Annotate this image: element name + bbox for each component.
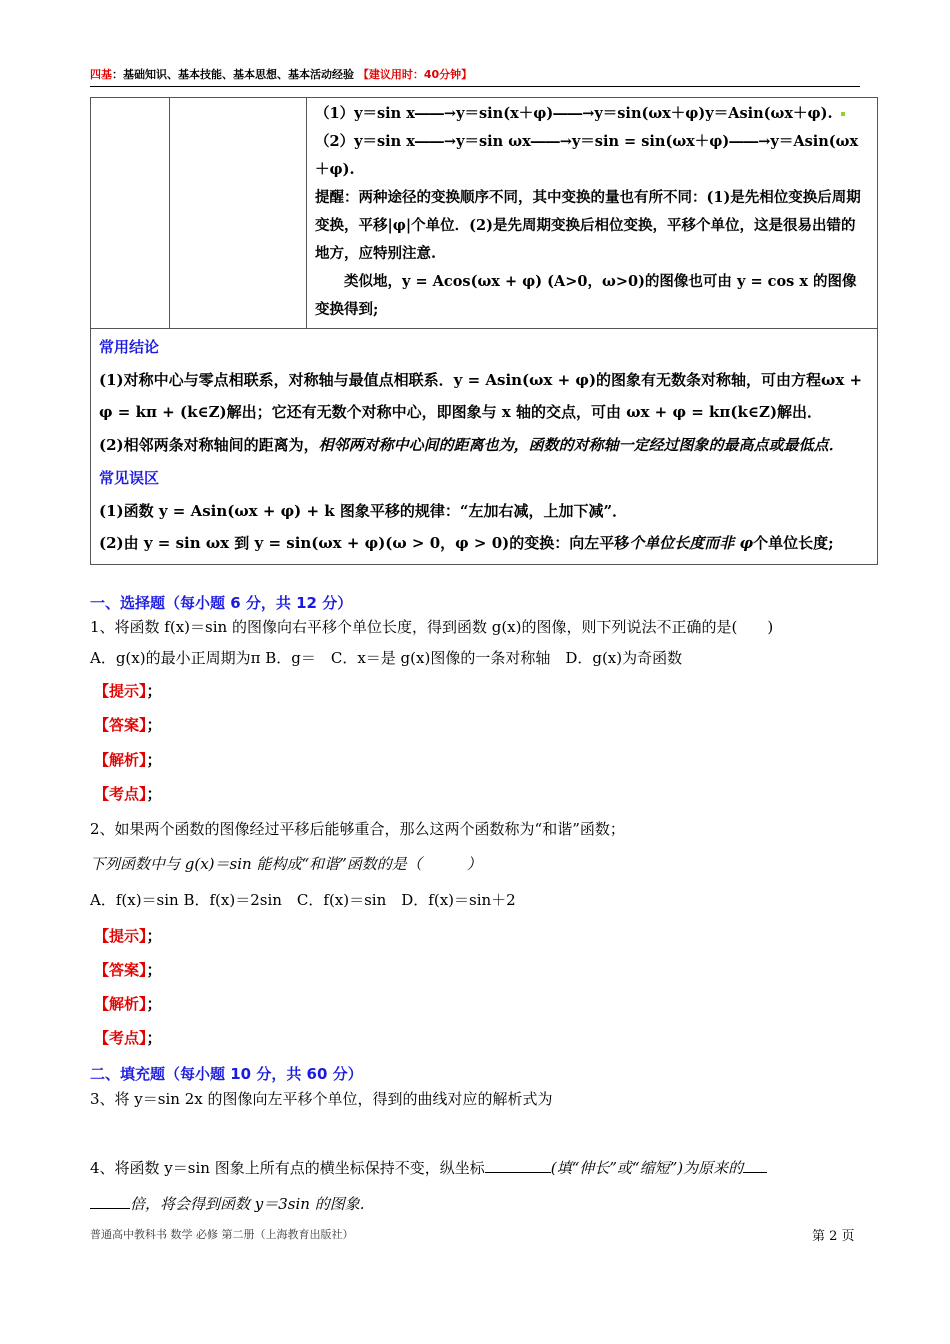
table-cell-empty-1	[91, 98, 170, 329]
header-topics: ：基础知识、基本技能、基本思想、基本活动经验	[112, 68, 354, 81]
q1-hint-label: 【提示】；	[94, 682, 162, 700]
q4-blank-1[interactable]	[485, 1158, 551, 1173]
page-header	[90, 66, 472, 82]
q4-blank-2b[interactable]	[90, 1194, 130, 1209]
summary-title-mistakes: 常见误区	[99, 468, 160, 487]
tip-paragraph	[315, 184, 869, 268]
header-rule	[90, 86, 860, 87]
tip-label: 提醒：	[315, 189, 359, 206]
footer-book-title: 普通高中教科书 数学 必修 第二册（上海教育出版社）	[90, 1228, 354, 1241]
q1-point-label: 【考点】；	[94, 785, 162, 803]
table-cell-empty-2	[170, 98, 307, 329]
conclusion-2: (2)相邻两条对称轴间的距离为，相邻两对称中心间的距离也为，函数的对称轴一定经过图象的最高点或最低点．	[99, 436, 844, 455]
q2-stem: 2、如果两个函数的图像经过平移后能够重合，那么这两个函数称为“和谐”函数；	[90, 820, 625, 838]
q2-hint-label: 【提示】；	[94, 927, 162, 945]
q1-answer-label: 【答案】；	[94, 716, 162, 734]
q4-line-1: 4、将函数 y＝sin 图象上所有点的横坐标保持不变，纵坐标 (填“伸长”或“缩短”)为原来的	[90, 1157, 767, 1178]
q1-stem: 1、将函数 f(x)＝sin 的图像向右平移个单位长度，得到函数 g(x)的图像，则下列说法不正确的是( )	[90, 618, 774, 636]
summary-title-conclusions: 常用结论	[99, 338, 160, 356]
q2-stem-2: 下列函数中与 g(x)＝sin 能构成“和谐”函数的是（ ）	[90, 855, 482, 873]
footer-page-number: 第 2 页	[812, 1229, 855, 1244]
conclusion-1: (1)对称中心与零点相联系，对称轴与最值点相联系．y = Asin(ωx + φ)的图象有无数条对称轴，可由方程ωx + φ = kπ + (k∈Z)解出；它还有无数个对称中心，即图象与 x 轴的交点，可由 ωx + φ = kπ(k∈Z)解出．	[99, 370, 863, 422]
similar-paragraph: 类似地，y = Acos(ωx + φ) (A>0，ω>0)的图像也可由 y = cos x 的图像变换得到;	[315, 273, 857, 318]
summary-cell	[91, 329, 878, 565]
knowledge-table	[90, 97, 878, 565]
q1-options: A．g(x)的最小正周期为π B．g＝ C．x＝是 g(x)图像的一条对称轴 D．g(x)为奇函数	[90, 649, 683, 667]
mistake-2: (2)由 y = sin ωx 到 y = sin(ωx + φ)(ω > 0，φ > 0)的变换：向左平移个单位长度而非 φ个单位长度;	[99, 534, 834, 553]
q3-stem: 3、将 y＝sin 2x 的图像向左平移个单位，得到的曲线对应的解析式为	[90, 1090, 553, 1108]
header-series: 四基	[90, 68, 112, 81]
q4-blank-2a[interactable]	[743, 1158, 767, 1173]
q2-point-label: 【考点】；	[94, 1029, 162, 1047]
transform-path-1: （1）y＝sin x――→y＝sin(x＋φ)――→y＝sin(ωx＋φ)y＝Asin(ωx＋φ).	[315, 100, 869, 128]
marker-dot	[841, 112, 845, 116]
section-choice-title: 一、选择题（每小题 6 分，共 12 分）	[90, 594, 353, 612]
q2-options: A．f(x)＝sin B．f(x)＝2sin C．f(x)＝sin D．f(x)＝sin＋2	[90, 891, 516, 909]
header-time-hint: 【建议用时：40分钟】	[357, 68, 473, 81]
q4-line-2: 倍，将会得到函数 y＝3sin 的图象.	[90, 1193, 364, 1214]
tip-text: 两种途径的变换顺序不同，其中变换的量也有所不同：(1)是先相位变换后周期变换，平移|φ|个单位．(2)是先周期变换后相位变换，平移个单位，这是很易出错的地方，应特别注意.	[315, 189, 861, 262]
table-cell-content	[307, 98, 878, 329]
section-fill-title: 二、填充题（每小题 10 分，共 60 分）	[90, 1065, 363, 1083]
q2-answer-label: 【答案】；	[94, 961, 162, 979]
transform-path-2: （2）y＝sin x――→y＝sin ωx――→y＝sin = sin(ωx＋φ)――→y＝Asin(ωx＋φ).	[315, 133, 859, 178]
q2-analysis-label: 【解析】；	[94, 995, 162, 1013]
mistake-1: (1)函数 y = Asin(ωx + φ) + k 图象平移的规律：“左加右减，上加下减”．	[99, 501, 628, 520]
q1-analysis-label: 【解析】；	[94, 751, 162, 769]
